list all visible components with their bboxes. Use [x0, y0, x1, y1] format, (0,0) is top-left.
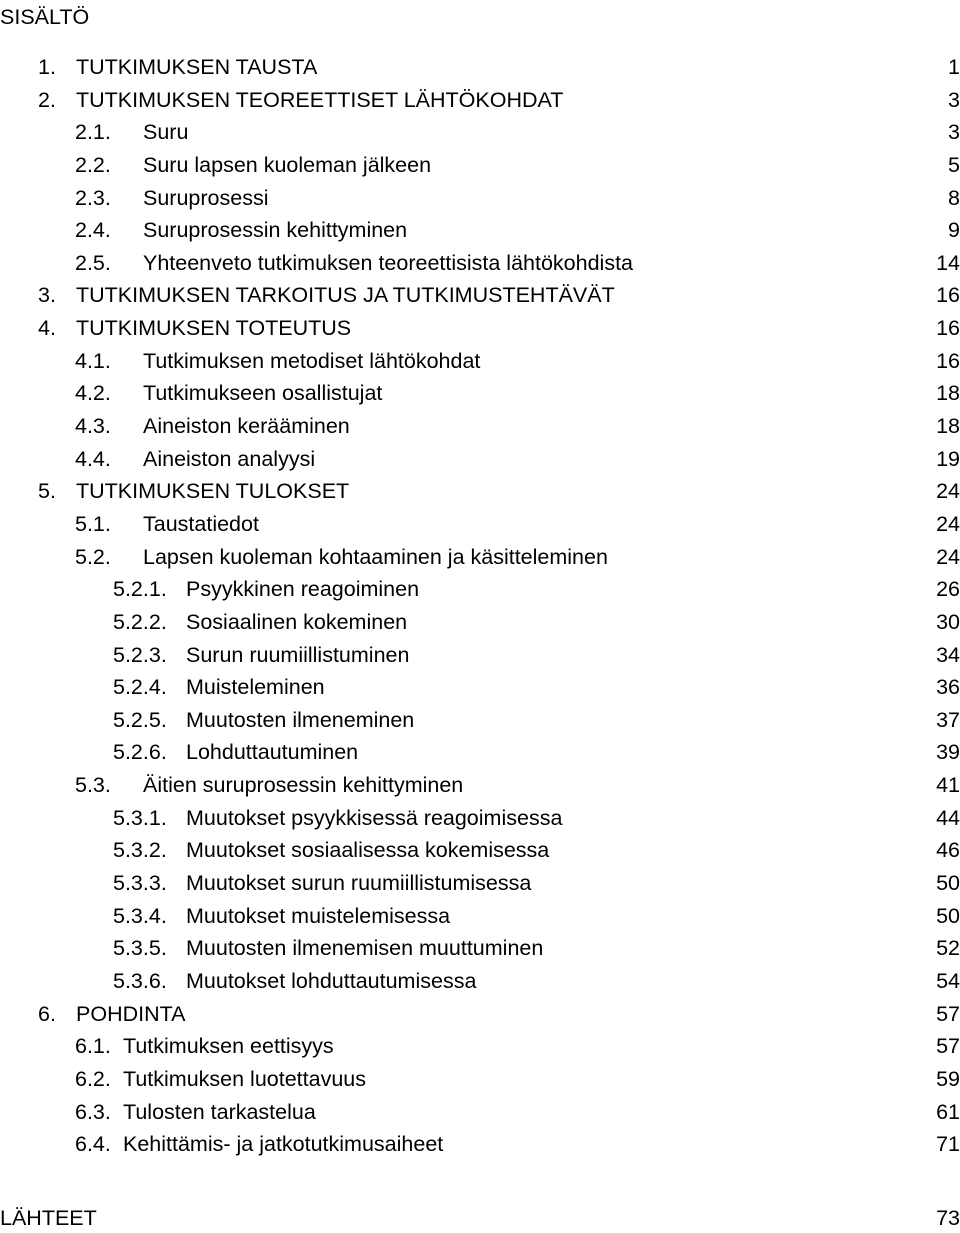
toc-entry-number: 6.3.	[75, 1099, 111, 1124]
toc-entry-page: 50	[936, 871, 960, 896]
toc-entry-page: 37	[936, 707, 960, 732]
toc-entry-text: POHDINTA	[76, 1001, 186, 1026]
toc-entry-text: Psyykkinen reagoiminen	[186, 577, 420, 602]
toc-entry-text: TUTKIMUKSEN TAUSTA	[76, 55, 318, 79]
toc-entry[interactable]	[0, 867, 960, 900]
toc-entry-page: 8	[948, 185, 960, 210]
toc-entry-page: 46	[936, 838, 960, 863]
toc-entry-number: 2.5.	[75, 250, 111, 275]
toc-entry-page: 24	[936, 511, 960, 536]
toc-entry-number: 5.3.4.	[113, 903, 167, 928]
toc-entry-page: 30	[936, 609, 960, 634]
toc-entry-text: Suru	[143, 120, 189, 145]
toc-entry-number: 5.2.2.	[113, 609, 167, 634]
toc-entry[interactable]	[0, 606, 960, 639]
toc-entry[interactable]	[0, 475, 960, 508]
toc-entry-page: 34	[936, 642, 960, 667]
toc-entry-page: 57	[936, 1001, 960, 1026]
toc-entry-page: 36	[936, 675, 960, 700]
toc-entry[interactable]	[0, 704, 960, 737]
toc-title: SISÄLTÖ	[0, 5, 90, 29]
toc-entry-number: 4.	[38, 316, 56, 341]
toc-entry-text: Suru lapsen kuoleman jälkeen	[143, 152, 432, 177]
toc-entry-number: 5.3.2.	[113, 838, 167, 863]
toc-entry[interactable]	[0, 900, 960, 933]
toc-entry[interactable]	[0, 932, 960, 965]
toc-entry-number: 6.2.	[75, 1066, 111, 1091]
toc-entry-page: 3	[948, 87, 960, 112]
toc-entry-text: Muutokset muistelemisessa	[186, 903, 451, 928]
toc-entry-text: Tutkimuksen luotettavuus	[123, 1066, 366, 1091]
toc-entry-page: 57	[936, 1034, 960, 1059]
toc-entry[interactable]	[0, 1096, 960, 1129]
toc-entry[interactable]	[0, 769, 960, 802]
toc-entry[interactable]	[0, 279, 960, 312]
toc-entry-text: Sosiaalinen kokeminen	[186, 609, 408, 634]
toc-entry[interactable]	[0, 410, 960, 443]
toc-entry-text: TUTKIMUKSEN TOTEUTUS	[76, 316, 352, 341]
toc-entry-page: 24	[936, 479, 960, 504]
toc-entry-text: Äitien suruprosessin kehittyminen	[143, 773, 464, 798]
toc-entry-number: 5.1.	[75, 511, 111, 536]
toc-entry-number: 6.4.	[75, 1132, 111, 1157]
toc-entry[interactable]	[0, 965, 960, 998]
toc-entry[interactable]	[0, 149, 960, 182]
toc-entry[interactable]	[0, 345, 960, 378]
toc-entry-number: 5.3.	[75, 773, 111, 798]
toc-entry-page: 41	[936, 773, 960, 798]
toc-entry-page: 16	[936, 283, 960, 308]
toc-entry[interactable]	[0, 541, 960, 574]
toc-entry[interactable]	[0, 377, 960, 410]
toc-entry-text: Muutokset sosiaalisessa kokemisessa	[186, 838, 550, 863]
toc-entry-page: 26	[936, 577, 960, 602]
toc-entry-number: 2.	[38, 87, 56, 112]
toc-entry-number: 5.2.5.	[113, 707, 167, 732]
toc-entry-page: 61	[936, 1099, 960, 1124]
toc-entry-page: 44	[936, 805, 960, 830]
toc-entry-text: TUTKIMUKSEN TEOREETTISET LÄHTÖKOHDAT	[76, 87, 564, 112]
toc-entry-page: 52	[936, 936, 960, 961]
toc-entry-text: Tulosten tarkastelua	[123, 1099, 316, 1124]
toc-entry-page: 59	[936, 1066, 960, 1091]
toc-entry-number: 2.4.	[75, 218, 111, 243]
toc-entry[interactable]	[0, 443, 960, 476]
toc-entry-number: 5.2.6.	[113, 740, 167, 765]
toc-entry[interactable]	[0, 802, 960, 835]
toc-entry-number: 2.1.	[75, 120, 111, 145]
toc-entry-number: 1.	[38, 55, 56, 79]
toc-entry-number: 5.2.	[75, 544, 111, 569]
toc-entry[interactable]	[0, 736, 960, 769]
toc-entry-number: 4.3.	[75, 414, 111, 439]
toc-entry[interactable]	[0, 84, 960, 117]
toc-entry-number: 5.3.1.	[113, 805, 167, 830]
toc-entry-text: TUTKIMUKSEN TULOKSET	[76, 479, 350, 504]
toc-entry[interactable]	[0, 639, 960, 672]
toc-entry-text: Muutokset surun ruumiillistumisessa	[186, 871, 532, 896]
toc-entry-page: 73	[936, 1206, 960, 1230]
toc-entry[interactable]	[0, 1030, 960, 1063]
toc-entry-number: 6.	[38, 1001, 56, 1026]
toc-entry-text: Kehittämis- ja jatkotutkimusaiheet	[123, 1132, 444, 1157]
toc-entry-text: Lohduttautuminen	[186, 740, 359, 765]
toc-entry-page: 5	[948, 152, 960, 177]
toc-entry-number: 5.2.3.	[113, 642, 167, 667]
toc-entry[interactable]	[0, 51, 960, 84]
toc-entry-number: 5.3.6.	[113, 968, 167, 993]
toc-entry-text: Tutkimuksen eettisyys	[123, 1034, 334, 1059]
toc-entry-number: 2.2.	[75, 152, 111, 177]
toc-entry-number: 2.3.	[75, 185, 111, 210]
toc-entry[interactable]	[0, 834, 960, 867]
toc-entry-text: Tutkimukseen osallistujat	[143, 381, 383, 406]
toc-entry[interactable]	[0, 1063, 960, 1096]
toc-entry-text: Muutosten ilmenemisen muuttuminen	[186, 936, 544, 961]
toc-entry-page: 39	[936, 740, 960, 765]
toc-entry-page: 50	[936, 903, 960, 928]
toc-entry-text: Muutokset psyykkisessä reagoimisessa	[186, 805, 563, 830]
toc-entry-references[interactable]	[0, 1203, 960, 1233]
toc-entry-page: 18	[936, 414, 960, 439]
toc-entry[interactable]	[0, 312, 960, 345]
toc-entry-text: Muutosten ilmeneminen	[186, 707, 415, 732]
toc-entry-text: Taustatiedot	[143, 511, 259, 536]
toc-entry-text: Aineiston kerääminen	[143, 414, 350, 439]
toc-entry-number: 5.3.3.	[113, 871, 167, 896]
toc-entry-number: 5.	[38, 479, 56, 504]
toc-entry-text: Lapsen kuoleman kohtaaminen ja käsitteleminen	[143, 544, 608, 569]
toc-entry-number: 4.1.	[75, 348, 111, 373]
toc-entry-number: 3.	[38, 283, 56, 308]
toc-entry-page: 14	[936, 250, 960, 275]
toc-entry[interactable]	[0, 998, 960, 1031]
toc-entry[interactable]	[0, 671, 960, 704]
toc-entry-page: 19	[936, 446, 960, 471]
toc-entry-number: 4.4.	[75, 446, 111, 471]
toc-entry[interactable]	[0, 182, 960, 215]
toc-entry-number: 5.2.1.	[113, 577, 167, 602]
toc-entry-number: 5.3.5.	[113, 936, 167, 961]
toc-entry-text: LÄHTEET	[0, 1206, 97, 1230]
table-of-contents	[0, 51, 960, 1161]
toc-entry[interactable]	[0, 508, 960, 541]
toc-entry[interactable]	[0, 247, 960, 280]
toc-entry-page: 54	[936, 968, 960, 993]
toc-entry-text: TUTKIMUKSEN TARKOITUS JA TUTKIMUSTEHTÄVÄT	[76, 283, 615, 308]
toc-entry-text: Muutokset lohduttautumisessa	[186, 968, 477, 993]
toc-entry-number: 6.1.	[75, 1034, 111, 1059]
toc-entry-page: 3	[948, 120, 960, 145]
toc-entry-page: 18	[936, 381, 960, 406]
toc-entry-number: 5.2.4.	[113, 675, 167, 700]
toc-entry-text: Suruprosessi	[143, 185, 269, 210]
toc-entry-page: 16	[936, 348, 960, 373]
toc-entry-text: Surun ruumiillistuminen	[186, 642, 410, 667]
toc-entry-page: 71	[936, 1132, 960, 1157]
toc-entry-page: 24	[936, 544, 960, 569]
toc-entry[interactable]	[0, 214, 960, 247]
toc-entry-text: Yhteenveto tutkimuksen teoreettisista lähtökohdista	[143, 250, 634, 275]
toc-entry-text: Suruprosessin kehittyminen	[143, 218, 408, 243]
toc-entry[interactable]	[0, 1128, 960, 1161]
toc-entry[interactable]	[0, 573, 960, 606]
toc-entry-text: Muisteleminen	[186, 675, 325, 700]
toc-entry-page: 16	[936, 316, 960, 341]
toc-entry-text: Aineiston analyysi	[143, 446, 316, 471]
toc-entry[interactable]	[0, 116, 960, 149]
toc-entry-page: 9	[948, 218, 960, 243]
toc-entry-number: 4.2.	[75, 381, 111, 406]
toc-entry-text: Tutkimuksen metodiset lähtökohdat	[143, 348, 481, 373]
toc-entry-page: 1	[948, 55, 960, 79]
